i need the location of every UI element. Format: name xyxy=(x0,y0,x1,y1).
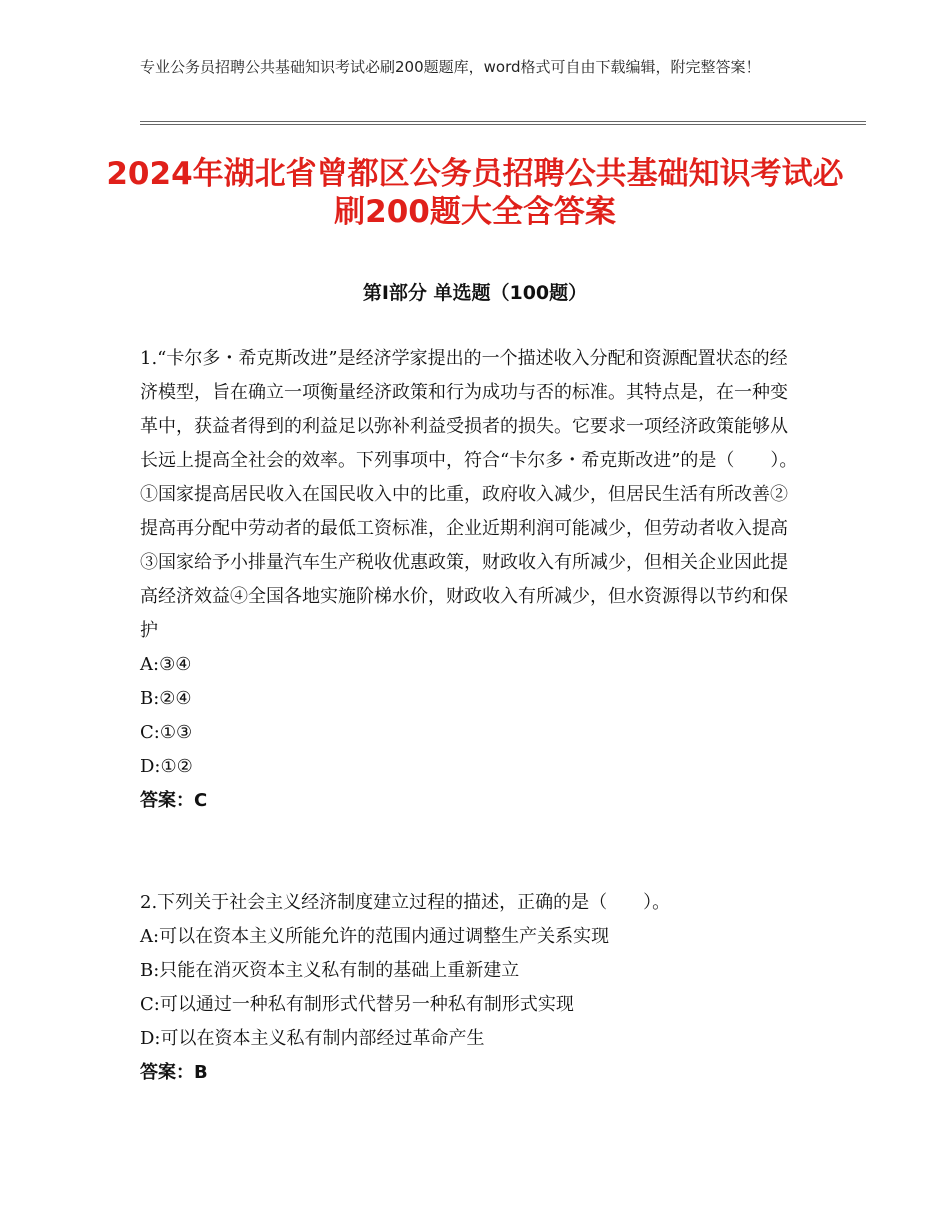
option-text: ①② xyxy=(160,756,193,777)
question-2 xyxy=(140,886,800,1090)
option-key: D: xyxy=(140,756,161,777)
option-key: B: xyxy=(140,688,160,709)
option-b xyxy=(140,682,800,716)
question-stem: 2.下列关于社会主义经济制度建立过程的描述，正确的是（ ）。 xyxy=(140,892,671,913)
header-rule-bottom xyxy=(140,124,866,125)
option-b xyxy=(140,954,800,988)
document-title: 2024年湖北省曾都区公务员招聘公共基础知识考试必刷200题大全含答案 xyxy=(106,156,844,230)
option-a xyxy=(140,648,800,682)
answer: 答案：B xyxy=(140,1062,208,1083)
question-1 xyxy=(140,342,800,818)
option-key: C: xyxy=(140,722,160,743)
option-d xyxy=(140,1022,800,1056)
option-text: 可以在资本主义私有制内部经过革命产生 xyxy=(160,1028,485,1049)
option-c xyxy=(140,988,800,1022)
option-key: B: xyxy=(140,960,160,981)
option-text: 可以通过一种私有制形式代替另一种私有制形式实现 xyxy=(159,994,574,1015)
option-key: A: xyxy=(140,654,160,675)
header-note: 专业公务员招聘公共基础知识考试必刷200题题库，word格式可自由下载编辑，附完整答案！ xyxy=(140,58,761,76)
header-rule-top xyxy=(140,121,866,122)
question-stem: 1.“卡尔多・希克斯改进”是经济学家提出的一个描述收入分配和资源配置状态的经济模型，旨在确立一项衡量经济政策和行为成功与否的标准。其特点是，在一种变革中，获益者得到的利益足以弥补利益受损者的损失。它要求一项经济政策能够从长远上提高全社会的效率。下列事项中，符合“卡尔多・希克斯改进”的是（ ）。①国家提高居民收入在国民收入中的比重，政府收入减少，但居民生活有所改善②提高再分配中劳动者的最低工资标准，企业近期利润可能减少，但劳动者收入提高③国家给予小排量汽车生产税收优惠政策，财政收入有所减少，但相关企业因此提高经济效益④全国各地实施阶梯水价，财政收入有所减少，但水资源得以节约和保护 xyxy=(140,348,798,641)
option-key: A: xyxy=(140,926,160,947)
option-text: ①③ xyxy=(159,722,193,743)
option-d xyxy=(140,750,800,784)
section-title: 第Ⅰ部分 单选题（100题） xyxy=(362,282,588,304)
option-text: ③④ xyxy=(159,654,192,675)
option-key: C: xyxy=(140,994,160,1015)
option-text: ②④ xyxy=(159,688,192,709)
option-key: D: xyxy=(140,1028,161,1049)
option-text: 只能在消灭资本主义私有制的基础上重新建立 xyxy=(159,960,520,981)
answer: 答案：C xyxy=(140,790,208,811)
option-text: 可以在资本主义所能允许的范围内通过调整生产关系实现 xyxy=(159,926,610,947)
option-a xyxy=(140,920,800,954)
option-c xyxy=(140,716,800,750)
